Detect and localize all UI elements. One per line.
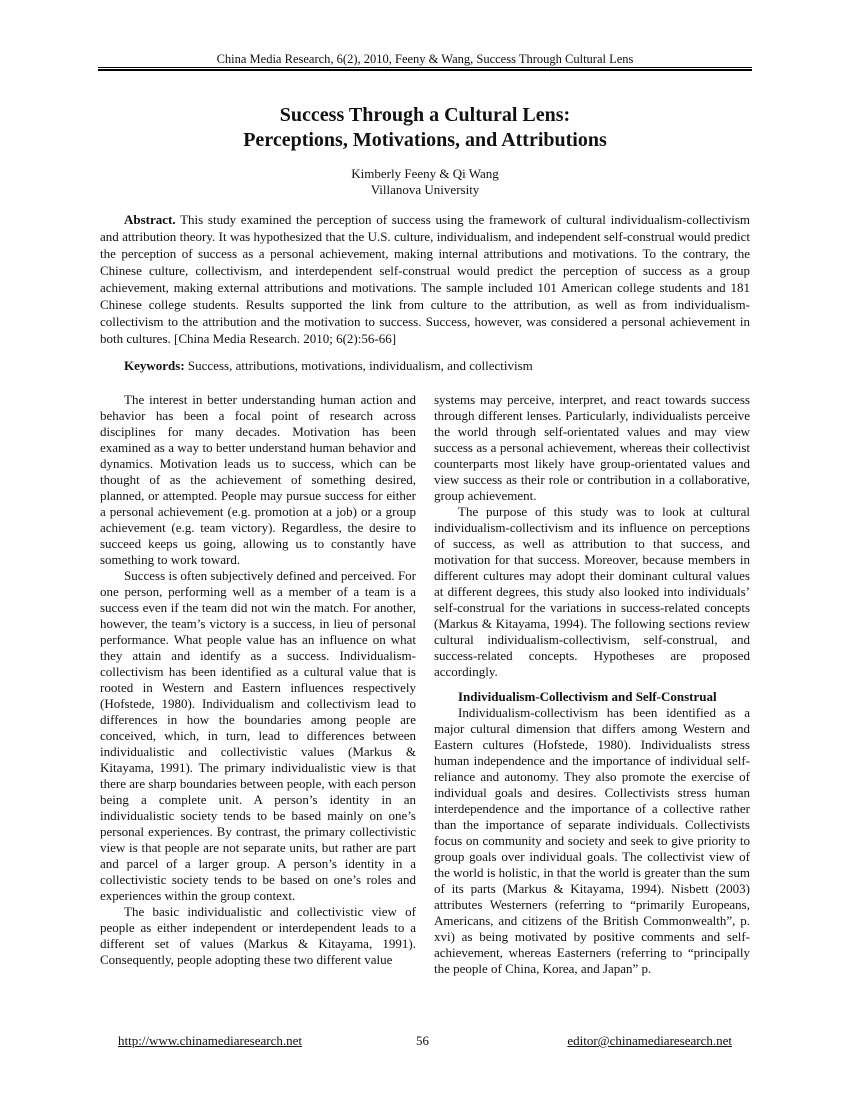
- article-title: [0, 103, 850, 153]
- footer-email-link[interactable]: editor@chinamediaresearch.net: [567, 1033, 732, 1048]
- page-number: 56: [416, 1033, 429, 1048]
- body-paragraph: Individualism-collectivism has been identified as a major cultural dimension that differs among Western and Eastern cultures (Hofstede, 1980). Individualists stress human independence and the importance of individual self-reliance and autonomy. They also promote the exercise of individual goals and desires. Collectivists stress human interdependence and the importance of a collective rather than the importance of separate individuals. Collectivists focus on community and society and seek to give priority to group goals over individual goals. The collectivist view of the world is holistic, in that the world is greater than the sum of its parts (Markus & Kitayama, 1994). Nisbett (2003) attributes Westerners (referring to “primarily Europeans, Americans, and citizens of the British Commonwealth”, p. xvi) as being motivated by positive comments and self-achievement, whereas Easterners (referring to “principally the people of China, Korea, and Japan” p.: [434, 705, 750, 976]
- header-rule-thick: [98, 69, 752, 71]
- keywords: [100, 357, 750, 374]
- body-column-left: [100, 392, 416, 968]
- body-paragraph: Success is often subjectively defined and perceived. For one person, performing well as a member of a team is a success even if the team did not win the match. For another, however, the team’s victory is a success, in lieu of personal performance. What people value has an influence on what they attain and identify as a success. Individualism-collectivism has been identified as a cultural value that is rooted in Western and Eastern influences respectively (Hofstede, 1980). Individualism and collectivism lead to differences in how the boundaries among people are conceived, which, in turn, lead to differences between individualistic and collectivistic values (Markus & Kitayama, 1991). The primary individualistic view is that there are sharp boundaries between people, with each person being a complete unit. A person’s identity in an individualistic society tends to be based mainly on one’s personal experiences. By contrast, the primary collectivistic view is that people are not separate units, but rather are part and parcel of a larger group. A person’s identity in a collectivistic society tends to be based on one’s roles and experiences within the group context.: [100, 568, 416, 903]
- author-affiliation: Villanova University: [370, 182, 480, 197]
- author-block: [0, 166, 850, 198]
- abstract-text: This study examined the perception of success using the framework of cultural individualism-collectivism and attribution theory. It was hypothesized that the U.S. culture, individualism, and independent self-construal would predict the perception of success as a personal achievement, making internal attributions and motivations. To the contrary, the Chinese culture, collectivism, and interdependent self-construal would predict the perception of success as a group achievement, making external attributions and motivations. The sample included 101 American college students and 181 Chinese college students. Results supported the link from culture to the attribution, as well as from individualism-collectivism to the attribution and the motivation to success. Success, however, was considered a personal achievement in both cultures. [China Media Research. 2010; 6(2):56-66]: [100, 212, 750, 346]
- body-paragraph: systems may perceive, interpret, and react towards success through different lenses. Particularly, individualists perceive the world through self-orientated values and may view success as a personal achievement, whereas their collectivist counterparts most likely have group-orientated values and view success as their role or contribution in a collaborative, group achievement.: [434, 392, 750, 503]
- abstract: [100, 211, 750, 347]
- abstract-label: Abstract.: [124, 212, 176, 227]
- section-spacer: [434, 680, 750, 689]
- body-column-right: [434, 392, 750, 977]
- body-paragraph: The interest in better understanding human action and behavior has been a focal point of research across disciplines for many decades. Motivation has been examined as a way to better understand human behavior and dynamics. Motivation leads us to success, which can be thought of as the achievement of something desired, planned, or attempted. People may pursue success for either a personal achievement (e.g. promotion at a job) or a group achievement (e.g. team victory). Regardless, the desire to succeed keeps us going, allowing us to constantly have something to work toward.: [100, 392, 416, 567]
- article-title-line1: Success Through a Cultural Lens:: [279, 104, 571, 126]
- article-title-line2: Perceptions, Motivations, and Attributions: [243, 129, 607, 151]
- author-names: Kimberly Feeny & Qi Wang: [351, 166, 499, 181]
- keywords-text: Success, attributions, motivations, individualism, and collectivism: [184, 358, 533, 373]
- section-heading: Individualism-Collectivism and Self-Construal: [458, 689, 717, 704]
- header-rule-thin: [98, 67, 752, 68]
- keywords-label: Keywords:: [124, 358, 185, 373]
- footer-website-link[interactable]: http://www.chinamediaresearch.net: [118, 1033, 302, 1048]
- page-footer: [0, 1033, 850, 1049]
- body-paragraph: The purpose of this study was to look at cultural individualism-collectivism and its influence on perceptions of success, as well as attribution to that success, and motivation for that success. Moreover, because members in different cultures may adopt their dominant cultural values at different degrees, this study also looked into individuals’ self-construal for the variations in success-related concepts (Markus & Kitayama, 1994). The following sections review cultural individualism-collectivism, self-construal, and success-related concepts. Hypotheses are proposed accordingly.: [434, 504, 750, 679]
- body-paragraph: The basic individualistic and collectivistic view of people as either independent or interdependent leads to a different set of values (Markus & Kitayama, 1991). Consequently, people adopting these two different value: [100, 904, 416, 967]
- running-header: China Media Research, 6(2), 2010, Feeny & Wang, Success Through Cultural Lens: [216, 52, 634, 66]
